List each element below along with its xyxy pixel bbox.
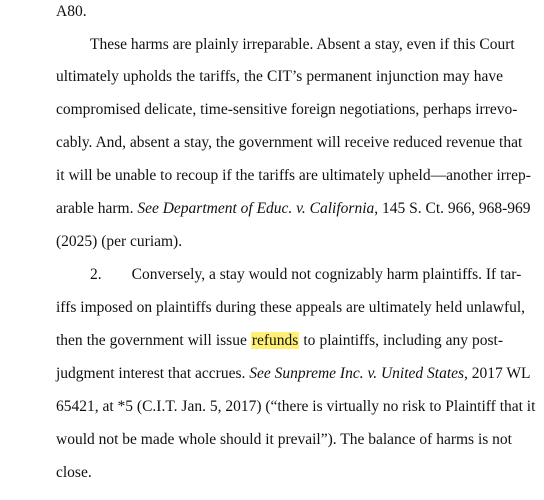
line-text: (2025) (per curiam). — [56, 233, 183, 250]
text-line — [56, 430, 512, 450]
line-text: arable harm. — [56, 200, 138, 217]
line-text: compromised delicate, time-sensitive foreign negotiations, perhaps irrevo- — [56, 101, 518, 118]
line-text: then the government will issue — [56, 332, 251, 349]
line-text: close. — [56, 464, 92, 481]
text-line — [56, 133, 523, 153]
line-text: , 145 S. Ct. 966, 968-969 — [374, 200, 531, 217]
text-line — [56, 364, 531, 384]
text-line — [56, 298, 526, 318]
text-line — [56, 166, 531, 186]
case-citation: See Department of Educ. v. California — [137, 200, 375, 217]
line-text: iffs imposed on plaintiffs during these appeals are ultimately held unlawful, — [56, 299, 526, 316]
text-line — [56, 199, 531, 219]
text-line — [56, 331, 503, 351]
line-text: These harms are plainly irreparable. Absent a stay, even if this Court — [90, 36, 515, 53]
line-text: ultimately upholds the tariffs, the CIT’s permanent injunction may have — [56, 68, 503, 85]
line-text: 65421, at *5 (C.I.T. Jan. 5, 2017) (“there is virtually no risk to Plaintiff that it — [56, 398, 536, 415]
text-line — [56, 100, 518, 120]
text-line — [56, 2, 503, 22]
case-citation: See Sunpreme Inc. v. United States — [249, 365, 465, 382]
line-text: it will be unable to recoup if the tariffs are ultimately upheld—another irrep- — [56, 167, 531, 184]
section-number: 2. — [90, 266, 102, 283]
text-line — [56, 397, 536, 417]
line-text: to plaintiffs, including any post- — [299, 332, 503, 349]
paragraph-first-line — [90, 265, 522, 285]
line-text: Conversely, a stay would not cognizably harm plaintiffs. If tar- — [131, 266, 522, 283]
highlighted-word[interactable]: refunds — [251, 332, 299, 349]
line-text: A80. — [56, 3, 87, 20]
line-text: cably. And, absent a stay, the government will receive reduced revenue that — [56, 134, 523, 151]
text-line — [56, 232, 503, 252]
text-line — [56, 463, 503, 483]
line-text: , 2017 WL — [464, 365, 531, 382]
line-text: would not be made whole should it prevail”). The balance of harms is not — [56, 431, 512, 448]
line-text: judgment interest that accrues. — [56, 365, 250, 382]
paragraph-first-line — [90, 35, 515, 55]
text-line — [56, 67, 503, 87]
